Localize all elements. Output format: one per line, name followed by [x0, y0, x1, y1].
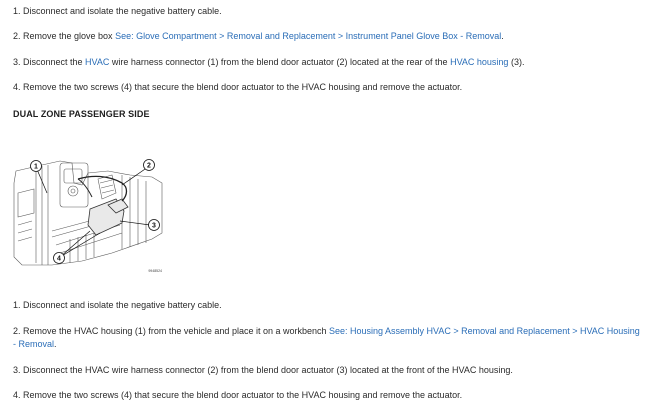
step-text: (3).: [508, 57, 525, 67]
callout-2: [144, 160, 155, 171]
callout-3: [149, 220, 160, 231]
step-4-remove-screws-2: [13, 389, 640, 402]
figure-id: 9948524: [148, 269, 162, 273]
svg-text:3: 3: [152, 222, 156, 230]
step-text: 1. Disconnect and isolate the negative battery cable.: [13, 6, 222, 16]
step-1-disconnect-battery-2: [13, 299, 640, 312]
step-1-disconnect-battery: [13, 5, 640, 18]
step-text: 3. Disconnect the HVAC wire harness connector (2) from the blend door actuator (3) located at the front of the HVAC housing.: [13, 365, 513, 375]
step-3-disconnect-harness-2: [13, 364, 640, 377]
step-text: 2. Remove the HVAC housing (1) from the vehicle and place it on a workbench: [13, 326, 329, 336]
link-glove-compartment-removal[interactable]: See: Glove Compartment > Removal and Replacement > Instrument Panel Glove Box - Removal: [115, 31, 502, 41]
step-text: 3. Disconnect the: [13, 57, 86, 67]
step-text: .: [54, 339, 57, 349]
step-2-remove-hvac-housing: [13, 325, 640, 351]
link-hvac-housing[interactable]: HVAC housing: [450, 57, 509, 67]
blend-door-actuator-illustration: [12, 153, 167, 275]
step-text: 2. Remove the glove box: [13, 31, 116, 41]
step-2-remove-glove-box: [13, 30, 640, 43]
callout-4: [54, 253, 65, 264]
step-4-remove-screws: [13, 81, 640, 94]
svg-text:4: 4: [57, 255, 61, 263]
link-hvac-housing-removal[interactable]: See: Housing Assembly HVAC > Removal and Replacement > HVAC Housing - Removal: [13, 326, 640, 349]
svg-text:2: 2: [147, 162, 151, 170]
step-3-disconnect-harness: [13, 56, 640, 69]
step-text: 4. Remove the two screws (4) that secure the blend door actuator to the HVAC housing and remove the actuator.: [13, 390, 463, 400]
step-text: .: [501, 31, 504, 41]
svg-text:1: 1: [34, 163, 38, 171]
callout-1: [31, 161, 42, 172]
step-text: 4. Remove the two screws (4) that secure the blend door actuator to the HVAC housing and remove the actuator.: [13, 82, 463, 92]
link-hvac[interactable]: HVAC: [85, 57, 110, 67]
step-text: 1. Disconnect and isolate the negative battery cable.: [13, 300, 222, 310]
section-heading: DUAL ZONE PASSENGER SIDE: [13, 109, 150, 119]
step-text: wire harness connector (1) from the blend door actuator (2) located at the rear of the: [109, 57, 451, 67]
